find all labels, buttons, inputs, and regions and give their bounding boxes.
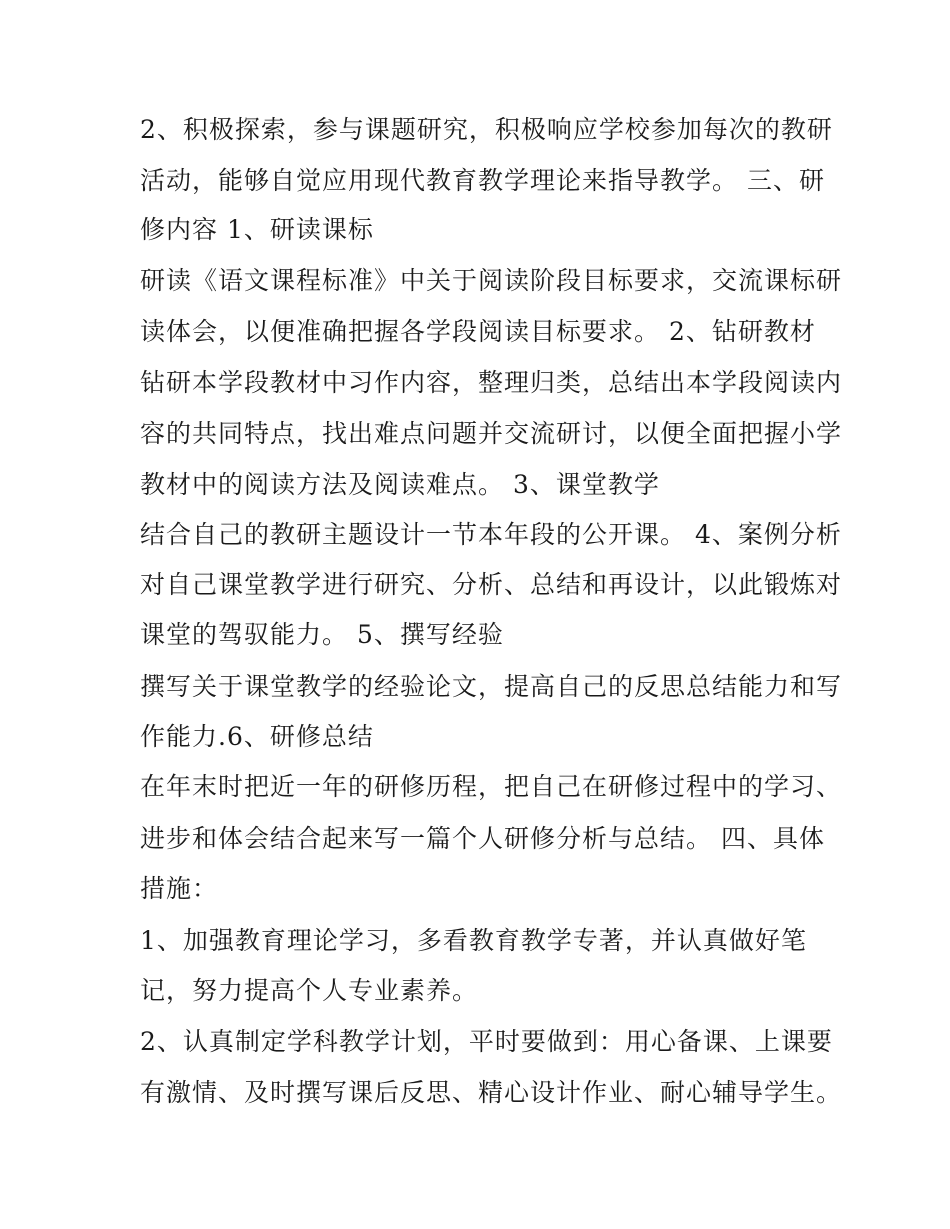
text-line: 作能力.6、研修总结 — [140, 722, 374, 751]
text-line: 课堂的驾驭能力。 5、撰写经验 — [140, 620, 504, 649]
text-line: 研读《语文课程标准》中关于阅读阶段目标要求，交流课标研 — [140, 266, 843, 295]
text-line: 进步和体会结合起来写一篇个人研修分析与总结。 四、具体 — [140, 824, 825, 853]
text-line: 记，努力提高个人专业素养。 — [140, 976, 479, 1005]
text-line: 对自己课堂教学进行研究、分析、总结和再设计，以此锻炼对 — [140, 570, 843, 599]
text-line: 在年末时把近一年的研修历程，把自己在研修过程中的学习、 — [140, 772, 843, 801]
text-line: 教材中的阅读方法及阅读难点。 3、课堂教学 — [140, 470, 660, 499]
text-line: 活动，能够自觉应用现代教育教学理论来指导教学。 三、研 — [140, 166, 825, 195]
text-line: 钻研本学段教材中习作内容，整理归类，总结出本学段阅读内 — [140, 368, 843, 397]
text-line: 2、积极探索，参与课题研究，积极响应学校参加每次的教研 — [140, 115, 833, 144]
text-line: 修内容 1、研读课标 — [140, 215, 374, 244]
text-line: 容的共同特点，找出难点问题并交流研讨，以便全面把握小学 — [140, 419, 843, 448]
text-line: 读体会，以便准确把握各学段阅读目标要求。 2、钻研教材 — [140, 317, 816, 346]
text-line: 结合自己的教研主题设计一节本年段的公开课。 4、案例分析 — [140, 520, 842, 549]
text-line: 有激情、及时撰写课后反思、精心设计作业、耐心辅导学生。 — [140, 1078, 843, 1107]
text-line: 1、加强教育理论学习，多看教育教学专著，并认真做好笔 — [140, 926, 807, 955]
text-line: 撰写关于课堂教学的经验论文，提高自己的反思总结能力和写 — [140, 672, 843, 701]
text-line: 2、认真制定学科教学计划，平时要做到：用心备课、上课要 — [140, 1027, 833, 1056]
text-line: 措施： — [140, 874, 219, 903]
